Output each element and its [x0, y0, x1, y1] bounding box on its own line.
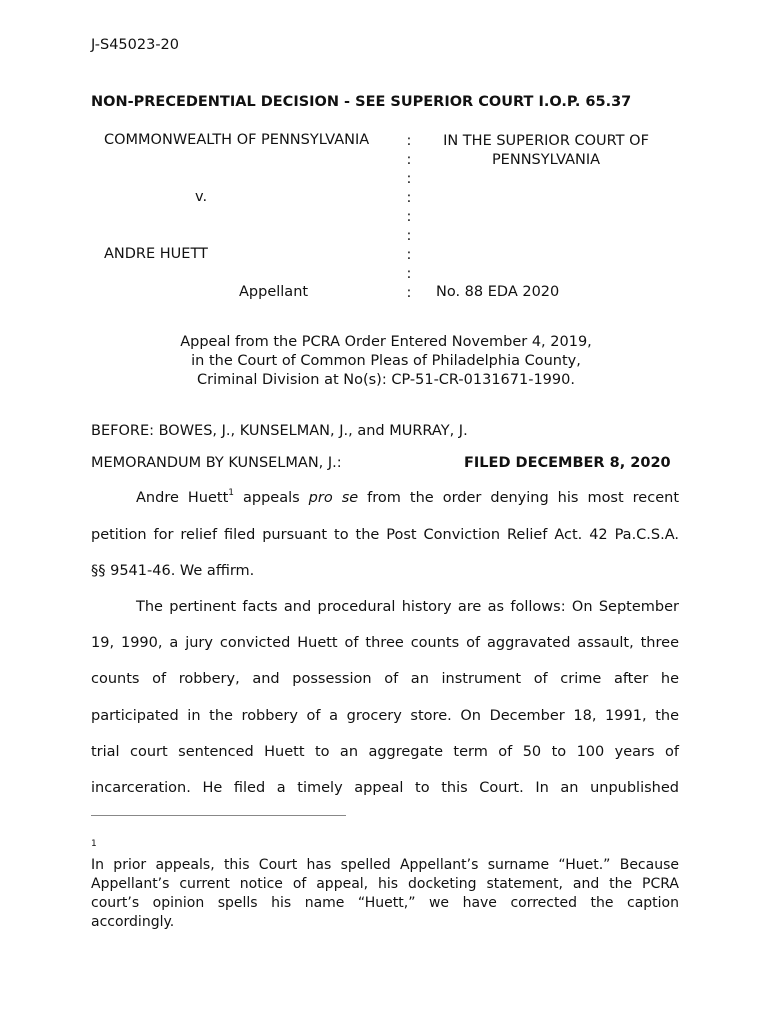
footnote-line: court’s opinion spells his name “Huett,” we have corrected the caption	[91, 895, 679, 911]
footnote	[91, 837, 679, 932]
appeal-line-1: Appeal from the PCRA Order Entered November 4, 2019,	[180, 334, 592, 350]
text-fragment: appeals	[234, 490, 309, 506]
paragraph-line: participated in the robbery of a grocery store. On December 18, 1991, the	[91, 708, 679, 724]
caption-colon: :	[406, 266, 412, 282]
footnote-separator	[91, 815, 346, 816]
footnote-line	[91, 837, 679, 875]
court-line-1: IN THE SUPERIOR COURT OF	[443, 133, 649, 149]
caption-colon: :	[406, 247, 412, 263]
caption-colon: :	[406, 209, 412, 225]
appeal-line-2: in the Court of Common Pleas of Philadelphia County,	[191, 353, 581, 369]
paragraph-line: trial court sentenced Huett to an aggregate term of 50 to 100 years of	[91, 744, 679, 760]
footnote-mark: 1	[91, 839, 97, 849]
defendant-name: ANDRE HUETT	[104, 246, 208, 262]
paragraph-line: petition for relief filed pursuant to the Post Conviction Relief Act. 42 Pa.C.S.A.	[91, 527, 679, 543]
court-name	[423, 132, 669, 170]
page-heading: NON-PRECEDENTIAL DECISION - SEE SUPERIOR COURT I.O.P. 65.37	[91, 94, 632, 110]
paragraph-line: The pertinent facts and procedural history are as follows: On September	[136, 599, 679, 615]
appeal-info	[91, 333, 681, 390]
caption-colon: :	[406, 152, 412, 168]
footnote-ref: 1	[228, 488, 234, 498]
caption-colon: :	[406, 133, 412, 149]
caption-colon: :	[406, 171, 412, 187]
filed-date: FILED DECEMBER 8, 2020	[464, 455, 671, 471]
versus-label: v.	[195, 189, 208, 205]
paragraph-line	[136, 490, 679, 506]
judges-panel: BEFORE: BOWES, J., KUNSELMAN, J., and MURRAY, J.	[91, 423, 468, 439]
appellant-name: Andre Huett	[136, 490, 229, 506]
paragraph-line: §§ 9541-46. We affirm.	[91, 563, 255, 579]
plaintiff-name: COMMONWEALTH OF PENNSYLVANIA	[104, 132, 370, 148]
caption-colon: :	[406, 190, 412, 206]
caption-colon: :	[406, 228, 412, 244]
paragraph-line: 19, 1990, a jury convicted Huett of three counts of aggravated assault, three	[91, 635, 679, 651]
pro-se-term: pro se	[308, 490, 359, 506]
memorandum-author: MEMORANDUM BY KUNSELMAN, J.:	[91, 455, 342, 471]
docket-code: J-S45023-20	[91, 37, 180, 53]
paragraph-line: incarceration. He filed a timely appeal to this Court. In an unpublished	[91, 780, 679, 796]
appellant-label: Appellant	[239, 284, 309, 300]
paragraph-line: counts of robbery, and possession of an instrument of crime after he	[91, 671, 679, 687]
text-fragment: from the order denying his most recent	[358, 490, 679, 506]
footnote-line: Appellant’s current notice of appeal, his docketing statement, and the PCRA	[91, 876, 679, 892]
court-line-2: PENNSYLVANIA	[491, 152, 601, 168]
footnote-text: In prior appeals, this Court has spelled Appellant’s surname “Huet.” Because	[91, 857, 679, 873]
caption-colon: :	[406, 285, 412, 301]
appeal-line-3: Criminal Division at No(s): CP-51-CR-0131671-1990.	[197, 372, 575, 388]
footnote-line: accordingly.	[91, 914, 175, 930]
caption-divider	[404, 132, 414, 303]
case-number: No. 88 EDA 2020	[436, 284, 560, 300]
